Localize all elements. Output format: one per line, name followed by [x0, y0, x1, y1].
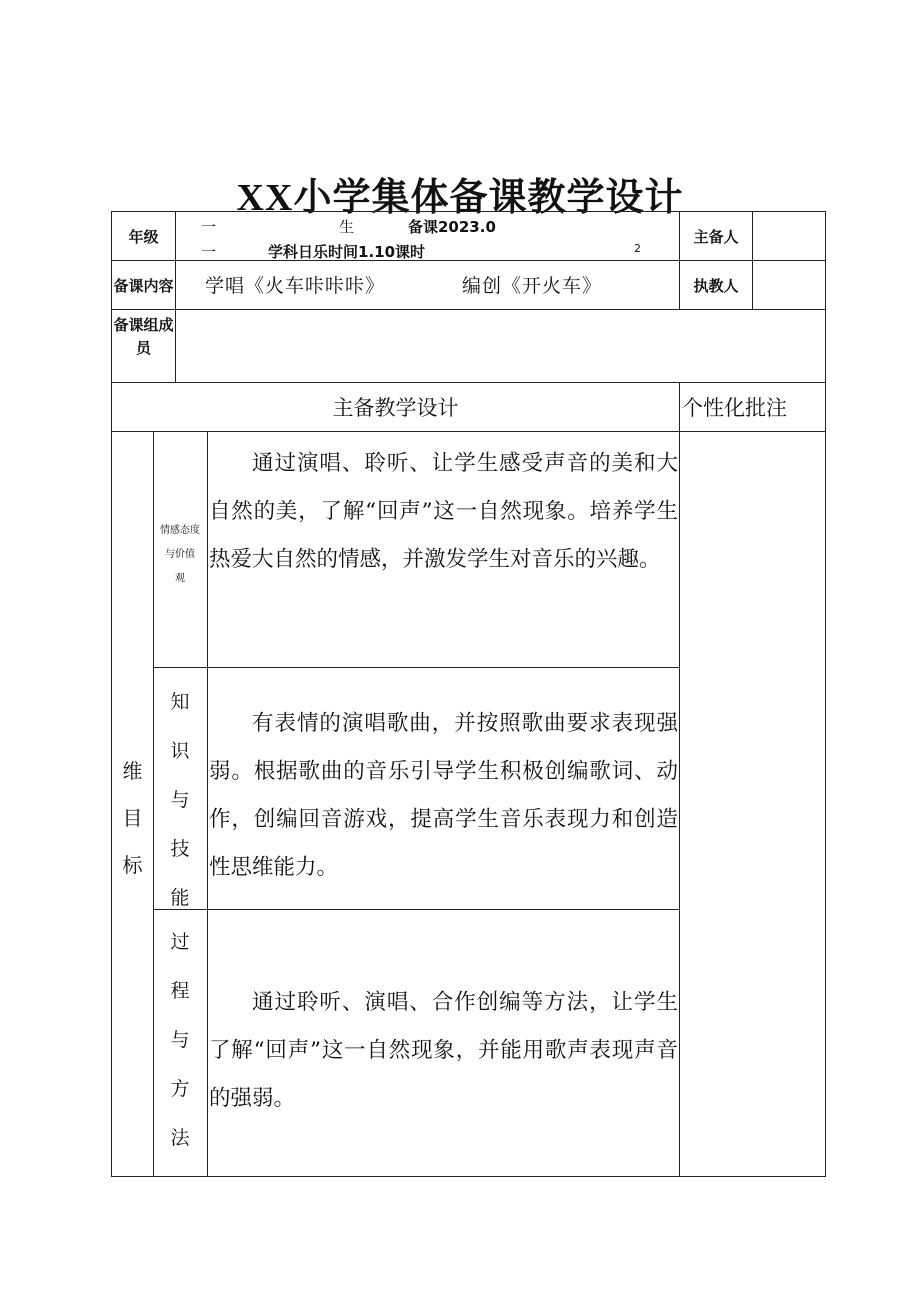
- title-text: 小学集体备课教学设计: [293, 174, 684, 219]
- members-label-line-2: 员: [135, 339, 151, 357]
- col-divider-notes: [679, 382, 680, 1176]
- goal-label-char: 技: [170, 838, 190, 860]
- table-border-bottom: [111, 1176, 826, 1177]
- row-divider-5: [153, 667, 680, 668]
- grade-frag-bottom-mid: 学科日乐时间1.10课时: [268, 243, 426, 261]
- goal-label-char: 与: [170, 789, 190, 811]
- row-divider-6: [153, 909, 680, 910]
- goal-label-line: 情感态度: [160, 525, 200, 536]
- goal-label-char: 程: [170, 980, 190, 1002]
- row-divider-4: [111, 431, 826, 432]
- content-label: 备课内容: [113, 276, 174, 295]
- goal-text-knowledge: 有表情的演唱歌曲，并按照歌曲要求表现强弱。根据歌曲的音乐引导学生积极创编歌词、动作，创编回音游戏，提高学生音乐表现力和创造性思维能力。: [209, 711, 678, 880]
- teaching-teacher-value: [753, 261, 825, 309]
- grade-frag-bottom-right: 2: [634, 242, 641, 255]
- goal-label-knowledge: [153, 678, 207, 923]
- dimension-label: [112, 748, 153, 889]
- title-prefix: XX: [236, 177, 294, 219]
- members-label: [112, 314, 175, 360]
- grade-frag-top-right: 备课2023.0: [408, 218, 496, 236]
- goal-label-emotion: [153, 519, 207, 591]
- content-value-1: 学唱《火车咔咔咔》: [205, 275, 386, 297]
- goal-label-line: 与价值: [165, 549, 195, 560]
- grade-label: 年级: [128, 227, 159, 246]
- members-value: [176, 310, 825, 382]
- goal-label-char: 方: [170, 1078, 190, 1100]
- grade-subject-time-cell: [176, 212, 679, 260]
- col-divider-subdimension: [207, 431, 208, 1176]
- goal-text-emotion: 通过演唱、聆听、让学生感受声音的美和大自然的美，了解“回声”这一自然现象。培养学生热爱大自然的情感，并激发学生对音乐的兴趣。: [209, 451, 678, 572]
- notes-heading: 个性化批注: [682, 396, 787, 420]
- members-label-line-1: 备课组成: [113, 316, 174, 334]
- grade-frag-top-mid: 生: [339, 218, 355, 236]
- dimension-char: 维: [122, 759, 143, 783]
- content-value-2: 编创《开火车》: [462, 275, 603, 297]
- lead-teacher-label: 主备人: [693, 227, 739, 246]
- goal-label-char: 知: [170, 691, 190, 713]
- grade-frag-top-left: 一: [201, 218, 217, 236]
- main-design-heading: 主备教学设计: [332, 396, 459, 420]
- goal-label-char: 识: [170, 740, 190, 762]
- goal-label-line: 观: [175, 573, 185, 584]
- grade-frag-bottom-left: 一: [201, 243, 217, 261]
- goal-label-char: 与: [170, 1029, 190, 1051]
- table-border-right: [825, 211, 826, 1176]
- teaching-teacher-label: 执教人: [693, 276, 739, 295]
- dimension-char: 标: [122, 853, 143, 877]
- goal-label-char: 能: [170, 887, 190, 909]
- goal-label-char: 法: [170, 1127, 190, 1149]
- goal-text-process: 通过聆听、演唱、合作创编等方法，让学生了解“回声”这一自然现象，并能用歌声表现声音的强弱。: [209, 990, 678, 1111]
- dimension-char: 目: [122, 806, 143, 830]
- goal-label-char: 过: [170, 931, 190, 953]
- goal-label-process: [153, 918, 207, 1163]
- lead-teacher-value: [753, 212, 825, 260]
